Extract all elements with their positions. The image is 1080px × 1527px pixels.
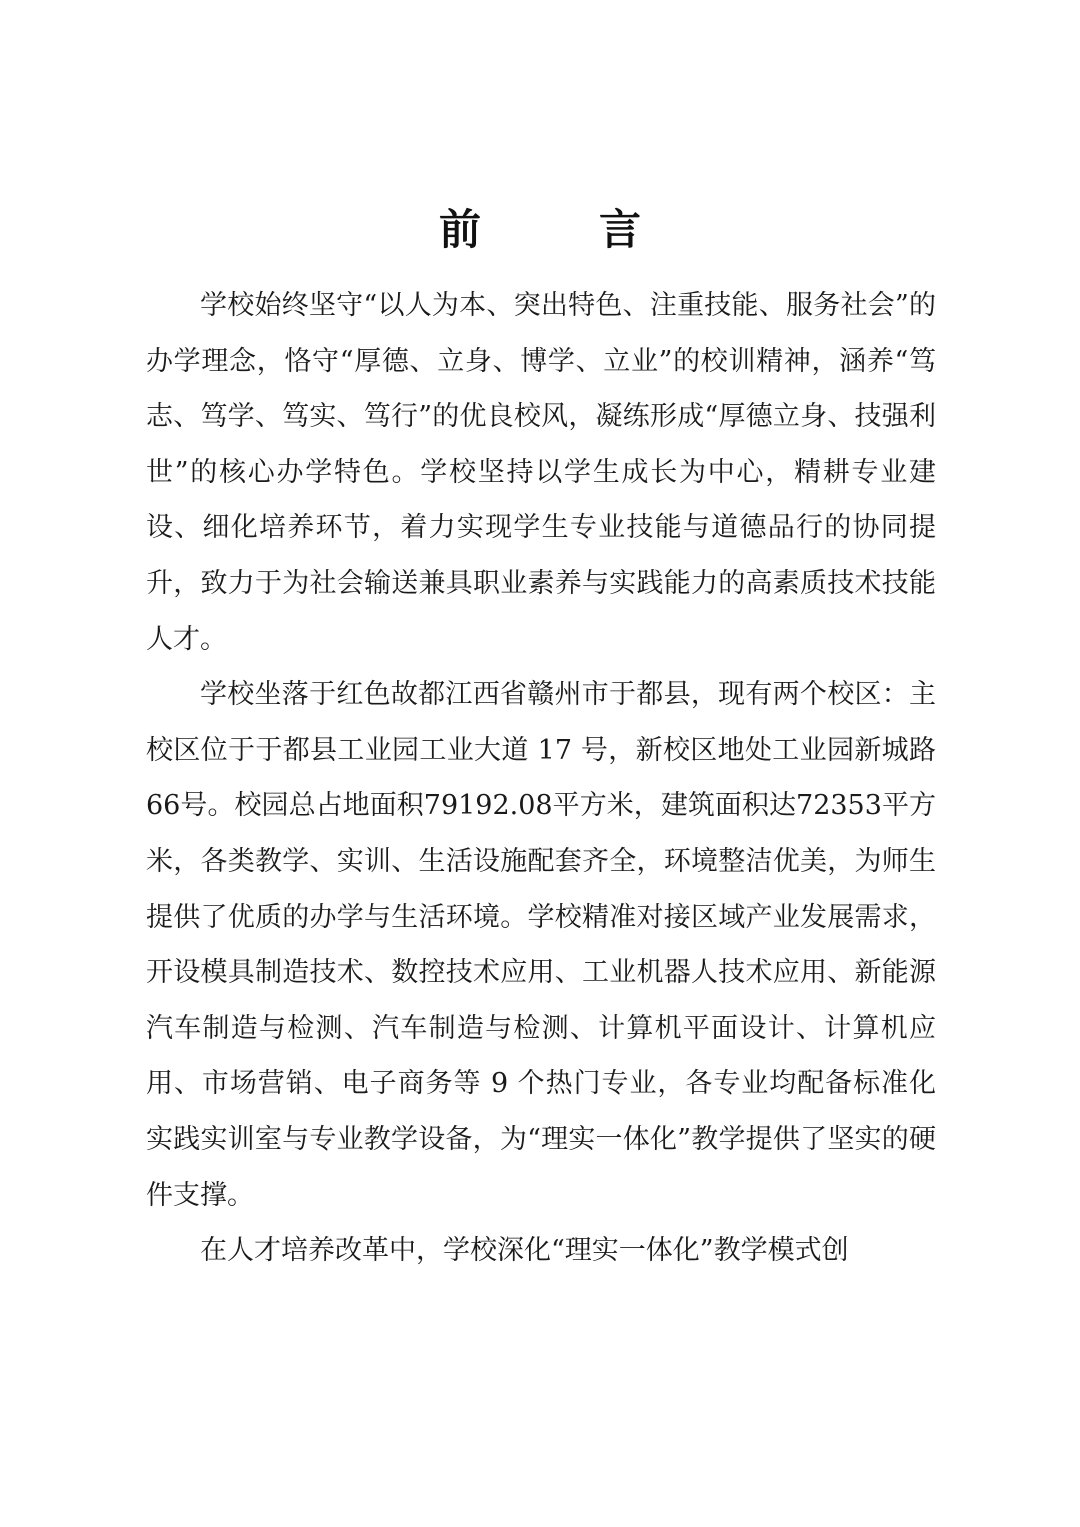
- paragraph-1: 学校始终坚守“以人为本、突出特色、注重技能、服务社会”的办学理念，恪守“厚德、立身、博学、立业”的校训精神，涵养“笃志、笃学、笃实、笃行”的优良校风，凝练形成“厚德立身、技强利世”的核心办学特色。学校坚持以学生成长为中心，精耕专业建设、细化培养环节，着力实现学生专业技能与道德品行的协同提升，致力于为社会输送兼具职业素养与实践能力的高素质技术技能人才。: [146, 290, 936, 655]
- page-title: 前 言: [438, 205, 679, 254]
- paragraph-3: 在人才培养改革中，学校深化“理实一体化”教学模式创: [200, 1235, 849, 1267]
- body-text: [146, 278, 936, 1279]
- paragraph-2: 学校坐落于红色故都江西省赣州市于都县，现有两个校区：主校区位于于都县工业园工业大道 17 号，新校区地处工业园新城路66号。校园总占地面积79192.08平方米，建筑面积达72353平方米，各类教学、实训、生活设施配套齐全，环境整洁优美，为师生提供了优质的办学与生活环境。学校精准对接区域产业发展需求，开设模具制造技术、数控技术应用、工业机器人技术应用、新能源汽车制造与检测、汽车制造与检测、计算机平面设计、计算机应用、市场营销、电子商务等 9 个热门专业，各专业均配备标准化实践实训室与专业教学设备，为“理实一体化”教学提供了坚实的硬件支撑。: [146, 679, 936, 1211]
